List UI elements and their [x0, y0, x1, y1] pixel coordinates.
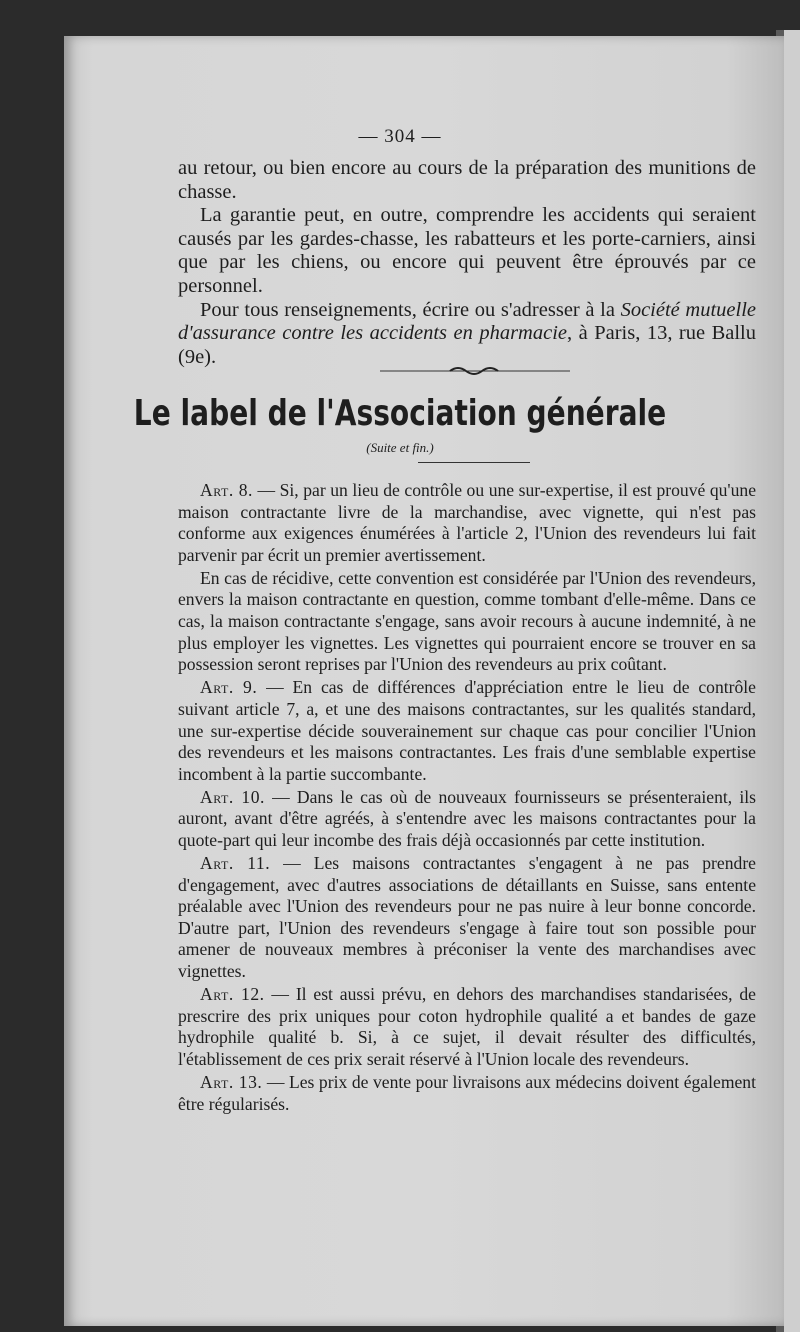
article-paragraph [178, 1072, 756, 1115]
section-title: Le label de l'Association générale [133, 393, 667, 434]
article-paragraph [178, 568, 756, 676]
article-label: Art. 11. [200, 853, 271, 874]
intro-paragraph-2: La garantie peut, en outre, comprendre les accidents qui seraient causés par les gardes-chasse, les rabatteurs et les porte-carniers, ainsi que par les chiens, ou encore qui peuvent être éprouvés par ce personnel. [178, 204, 756, 297]
page-number: — 304 — [358, 126, 442, 147]
section-subtitle: (Suite et fin.) [366, 440, 434, 455]
article-text: — En cas de différences d'appréciation entre le lieu de contrôle suivant article 7, a, et une des maisons contractantes, sur les qualités standard, une sur-expertise décide souverainement sur chaque cas pour concilier l'Union des revendeurs et les maisons contractantes. Les frais d'une semblable expertise incombent à la partie succombante. [178, 677, 756, 784]
article-text: En cas de récidive, cette convention est considérée par l'Union des revendeurs, envers la maison contractante en question, comme tombant d'elle-même. Dans ce cas, la maison contractante s'engage, sans avoir recours à aucune indemnité, à ne plus employer les vignettes. Les vignettes qui pourraient encore se trouver en sa possession seront reprises par l'Union des revendeurs au prix coûtant. [178, 567, 756, 675]
articles-body [178, 480, 756, 1117]
article-paragraph [178, 787, 756, 852]
article-paragraph [178, 677, 756, 785]
article-text: — Il est aussi prévu, en dehors des marchandises standarisées, de prescrire des prix uniques pour coton hydrophile qualité a et bandes de gaze hydrophile qualité b. Si, à ce sujet, il devait résulter des difficultés, l'établissement de ces prix serait réservé à l'Union locale des revendeurs. [178, 984, 756, 1069]
article-paragraph [178, 984, 756, 1070]
intro-p3-italic: Société mutuelle d'assurance contre les accidents en pharmacie [178, 298, 757, 345]
title-rule [418, 462, 530, 463]
article-text: — Si, par un lieu de contrôle ou une sur-expertise, il est prouvé qu'une maison contractante livre de la marchandise, avec vignette, qui n'est pas conforme aux exigences énumérées à l'article 2, l'Union des revendeurs lui fait parvenir par écrit un premier avertissement. [178, 480, 757, 565]
article-text: — Les prix de vente pour livraisons aux médecins doivent également être régularisés. [178, 1072, 756, 1114]
article-paragraph [178, 853, 756, 983]
article-text: — Les maisons contractantes s'engagent à ne pas prendre d'engagement, avec d'autres associations de détaillants en Suisse, sans entente préalable avec l'Union des revendeurs pour ne pas nuire à leur bonne concorde. D'autre part, l'Union des revendeurs s'engage à faire tout son possible pour amener de nouveaux membres à préconiser la vente des marchandises avec vignettes. [178, 853, 756, 982]
adjacent-page-edge [784, 30, 800, 1332]
article-label: Art. 10. [200, 786, 265, 807]
intro-p3-start: Pour tous renseignements, écrire ou s'adresser à la [200, 298, 621, 321]
intro-paragraph-1: au retour, ou bien encore au cours de la préparation des munitions de chasse. [178, 157, 756, 203]
article-label: Art. 9. [200, 677, 258, 698]
intro-text [178, 157, 756, 369]
article-label: Art. 12. [200, 984, 265, 1005]
article-text: — Dans le cas où de nouveaux fournisseurs se présenteraient, ils auront, avant d'être agréés, à s'entendre avec les maisons contractantes pour la quote-part qui leur incombe des frais déjà occasionnés par cette institution. [178, 786, 756, 850]
intro-p3-end: , à Paris, 13, rue Ballu (9e). [178, 322, 756, 368]
article-label: Art. 8. [200, 480, 253, 500]
article-paragraph [178, 480, 756, 566]
ornament-divider [380, 364, 570, 378]
article-label: Art. 13. [200, 1072, 263, 1093]
intro-paragraph-3 [178, 299, 756, 370]
